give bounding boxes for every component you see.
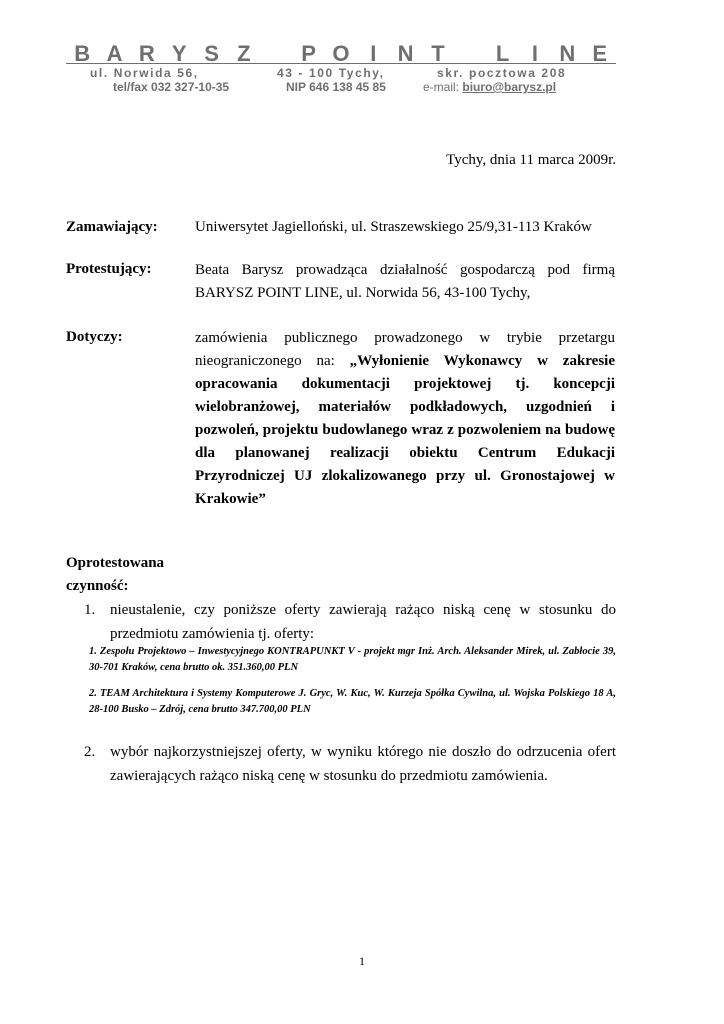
- company-letter: R: [138, 41, 155, 66]
- company-letter: N: [559, 41, 576, 66]
- zamawiajacy-value: Uniwersytet Jagielloński, ul. Straszewskiego 25/9,31-113 Kraków: [195, 219, 592, 235]
- company-letter: B: [74, 41, 91, 66]
- dotyczy-text: zamówienia publicznego prowadzonego w trybie przetargu nieograniczonego na:: [195, 330, 615, 369]
- address-street: ul. Norwida 56,: [90, 66, 199, 80]
- protestujacy-label: Protestujący:: [66, 261, 152, 277]
- date-line: Tychy, dnia 11 marca 2009r.: [446, 152, 616, 168]
- oprotestowana-label: Oprotestowana: [66, 555, 165, 571]
- page-number: 1: [359, 954, 365, 968]
- dotyczy-value: [195, 327, 615, 511]
- email-label: e-mail:: [423, 80, 460, 94]
- company-letter: L: [495, 41, 510, 66]
- offer-entry: 2. TEAM Architektura i Systemy Komputerowe J. Gryc, W. Kuc, W. Kurzeja Spółka Cywilna, ul. Wojska Polskiego 18 A, 28-100 Busko – Zdrój, cena brutto 347.700,00 PLN: [89, 688, 616, 715]
- item-number: 2.: [84, 744, 96, 760]
- item-number: 1.: [84, 602, 96, 618]
- dotyczy-label: Dotyczy:: [66, 329, 123, 345]
- item-text: wybór najkorzystniejszej oferty, w wyniku którego nie doszło do odrzucenia ofert zawierających rażąco niską cenę w stosunku do przedmiotu zamówienia.: [110, 744, 616, 784]
- email-link[interactable]: biuro@barysz.pl: [462, 80, 557, 94]
- company-letter: N: [397, 41, 414, 66]
- company-letter: T: [431, 41, 445, 66]
- company-letter: I: [370, 41, 377, 66]
- company-letter: E: [592, 41, 608, 66]
- letterhead-divider: [66, 63, 616, 64]
- company-letter: A: [106, 41, 123, 66]
- protest-item: [84, 599, 616, 646]
- offer-entry: 1. Zespołu Projektowo – Inwestycyjnego KONTRAPUNKT V - projekt mgr Inż. Arch. Aleksander Mirek, ul. Zabłocie 39, 30-701 Kraków, cena brutto ok. 351.360,00 PLN: [89, 646, 616, 673]
- company-letter: O: [332, 41, 350, 66]
- tender-title: „Wyłonienie Wykonawcy w zakresie opracowania dokumentacji projektowej tj. koncepcji wielobranżowej, materiałów podkładowych, uzgodnień i pozwoleń, projektu budowlanego wraz z pozwoleniem na budowę dla planowanej realizacji obiektu Centrum Edukacji Przyrodniczej UJ zlokalizowanego przy ul. Gronostajowej w Krakowie”: [195, 353, 615, 507]
- protest-item: [84, 741, 616, 788]
- protestujacy-value: Beata Barysz prowadząca działalność gospodarczą pod firmą BARYSZ POINT LINE, ul. Norwida 56, 43-100 Tychy,: [195, 262, 615, 301]
- company-letter: I: [531, 41, 539, 66]
- address-pobox: skr. pocztowa 208: [437, 66, 567, 80]
- address-city: 43 - 100 Tychy,: [277, 66, 385, 80]
- telfax-number: tel/fax 032 327-10-35: [113, 80, 230, 94]
- company-letter: Y: [171, 41, 187, 66]
- item-text: nieustalenie, czy poniższe oferty zawierają rażąco niską cenę w stosunku do przedmiotu zamówienia tj. oferty:: [110, 602, 616, 642]
- company-letter: P: [301, 41, 316, 66]
- email-contact: [423, 80, 556, 94]
- company-letter: S: [204, 41, 219, 66]
- czynnosc-label: czynność:: [66, 578, 129, 594]
- nip-number: NIP 646 138 45 85: [286, 80, 386, 94]
- zamawiajacy-label: Zamawiający:: [66, 219, 158, 235]
- company-letter: Z: [237, 41, 251, 66]
